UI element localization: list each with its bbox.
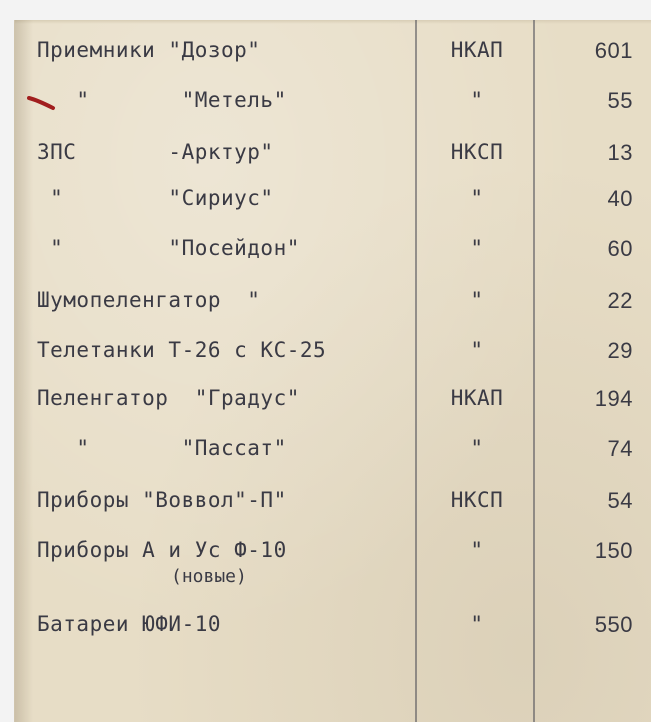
page-top-edge [15,20,651,24]
table-row [15,88,651,128]
quantity: 54 [607,488,633,513]
table-row [15,436,651,476]
item-name: " "Сириус" [37,186,274,210]
quantity: 194 [594,386,633,411]
agency: " [470,88,484,112]
quantity: 29 [607,338,633,363]
quantity: 55 [607,88,633,113]
quantity: 13 [607,140,633,165]
table-row [15,288,651,328]
table-row [15,38,651,78]
item-name: " "Посейдон" [37,236,300,260]
item-name: Батареи ЮФИ-10 [37,612,222,636]
agency: " [470,612,484,636]
item-name: " "Метель" [37,88,287,112]
agency: " [470,436,484,460]
quantity: 150 [594,538,633,563]
table-row [15,538,651,598]
item-name: Шумопеленгатор " [37,288,261,312]
agency: НКАП [450,38,504,62]
item-name: Приборы А и Ус Ф-10 [37,538,287,562]
quantity: 74 [607,436,633,461]
table-row [15,338,651,378]
agency: НКАП [450,386,504,410]
quantity: 601 [594,38,633,63]
table-row [15,186,651,226]
agency: НКСП [450,488,504,512]
agency: " [470,338,484,362]
item-note: (новые) [171,566,247,587]
item-name: Пеленгатор "Градус" [37,386,300,410]
item-name: " "Пассат" [37,436,287,460]
document-page [14,20,651,722]
agency: " [470,538,484,562]
agency: " [470,186,484,210]
item-name: Приборы "Воввол"-П" [37,488,287,512]
item-name: Приемники "Дозор" [37,38,261,62]
item-name: Телетанки Т-26 с КС-25 [37,338,327,362]
quantity: 40 [607,186,633,211]
quantity: 22 [607,288,633,313]
quantity: 60 [607,236,633,261]
table-row [15,612,651,652]
table-row [15,488,651,528]
item-name: ЗПС -Арктур" [37,140,274,164]
quantity: 550 [594,612,633,637]
table-row [15,386,651,426]
agency: " [470,288,484,312]
agency: НКСП [450,140,504,164]
agency: " [470,236,484,260]
table-row [15,236,651,276]
table-row [15,140,651,180]
